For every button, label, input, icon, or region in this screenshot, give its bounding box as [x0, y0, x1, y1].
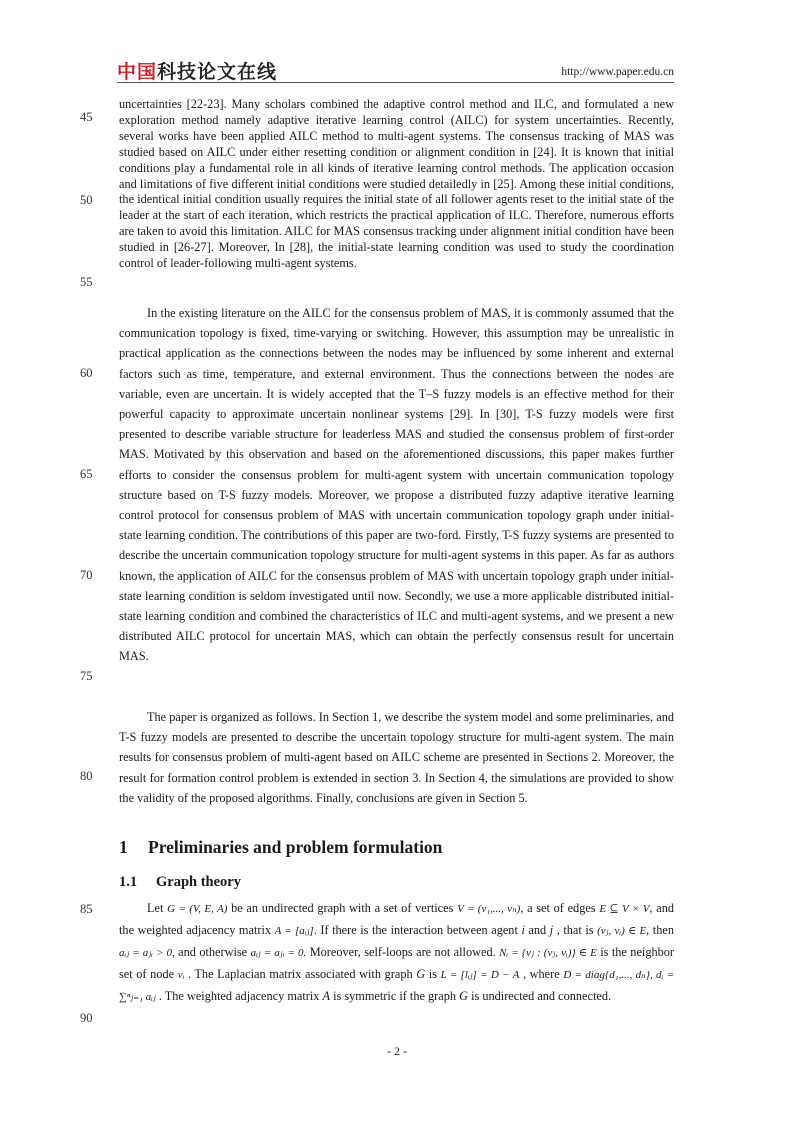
math-node: vᵢ: [177, 969, 185, 981]
text-run: be an undirected graph with a set of vertices: [227, 901, 458, 915]
section-title: Preliminaries and problem formulation: [148, 837, 443, 857]
text-run: , a set of edges: [520, 901, 600, 915]
text-run: , and the weighted adjacency matrix: [119, 901, 675, 937]
math-adjacency-matrix: A = [aᵢⱼ]: [274, 925, 314, 937]
line-number: 45: [80, 110, 93, 124]
text-run: . The weighted adjacency matrix: [155, 989, 323, 1003]
math-weight-zero: aᵢⱼ = aⱼᵢ = 0.: [250, 947, 307, 959]
section-heading: [119, 837, 442, 858]
subsection-title: Graph theory: [156, 874, 241, 890]
text-run: , then: [646, 923, 674, 937]
line-number: 65: [80, 467, 93, 481]
text-run: is the neighbor set of node: [119, 945, 675, 981]
logo-red-text: 中国: [117, 61, 158, 83]
math-agent-i: i: [521, 923, 525, 937]
text-run: and: [524, 923, 550, 937]
section-number: 1: [119, 837, 128, 857]
page-number: - 2 -: [387, 1044, 407, 1058]
math-graph-g: G: [459, 989, 468, 1003]
text-run: Moreover, self-loops are not allowed.: [306, 945, 500, 959]
text-run: is symmetric if the graph: [330, 989, 460, 1003]
paragraph-uncertainties: uncertainties [22-23]. Many scholars combined the adaptive control method and ILC, and formulated a new exploration method namely adaptive iterative learning control (AILC) for system uncertainties. Recently, several works have been applied AILC method to multi-agent systems. The consensus tracking of MAS was studied based on AILC under either resetting condition or alignment condition in [24]. It is known that initial conditions play a fundamental role in all kinds of iterative learning control methods. The application occasion and limitations of five different initial conditions were studied detailedly in [25]. Among these initial conditions, the identical initial condition usually requires the initial state of all follower agents reset to the initial state of the leader at the start of each iteration, which restricts the practical application of ILC. Therefore, numerous efforts are taken to avoid this limitation. AILC for MAS consensus tracking under alignment initial condition have been studied in [26-27]. Moreover, In [28], the initial-state learning condition was used to study the coordination control of leader-following multi-agent systems.: [119, 97, 674, 271]
line-number: 75: [80, 669, 93, 683]
subsection-number: 1.1: [119, 874, 138, 890]
math-matrix-a: A: [322, 989, 331, 1003]
text-run: Let: [147, 901, 168, 915]
line-number: 50: [80, 193, 93, 207]
line-number: 85: [80, 902, 93, 916]
math-vertex-set: V = (v₁,..., vₙ): [457, 903, 521, 915]
math-agent-j: j: [549, 923, 554, 937]
logo-black-text: 科技论文在线: [157, 61, 278, 83]
paragraph-graph-theory: [119, 898, 674, 1008]
text-run: . The Laplacian matrix associated with graph: [184, 967, 417, 981]
line-number: 80: [80, 769, 93, 783]
text-run: , that is: [553, 923, 598, 937]
line-number: 90: [80, 1011, 93, 1025]
math-graph-def: G = (V, E, A): [167, 903, 228, 915]
line-number: 70: [80, 568, 93, 582]
paragraph-organization: The paper is organized as follows. In Section 1, we describe the system model and some preliminaries, and T-S fuzzy models are presented to describe the uncertain topology structure for multi-agent system. The main results for consensus problem of multi-agent based on AILC scheme are presented in Sections 2. Moreover, the result for formation control problem is extended in section 3. In Section 4, the simulations are provided to show the validity of the proposed algorithms. Finally, conclusions are given in Section 5.: [119, 710, 674, 805]
math-edge-pair: (vⱼ, vᵢ) ∈ E: [597, 925, 647, 937]
text-run: . If there is the interaction between agent: [313, 923, 522, 937]
text-run: is undirected and connected.: [468, 989, 612, 1003]
line-number: 60: [80, 366, 93, 380]
text-run: , where: [519, 967, 564, 981]
line-number: 55: [80, 275, 93, 289]
math-degree-matrix: D = diag{d₁,..., dₙ}, dᵢ = ∑ⁿⱼ₌₁ aᵢⱼ: [119, 969, 674, 1003]
text-run: and otherwise: [174, 945, 251, 959]
math-edge-set: E ⊆ V × V: [599, 903, 650, 915]
math-laplacian: L = [lᵢⱼ] = D − A: [440, 969, 520, 981]
math-weight-positive: aᵢⱼ = aⱼᵢ > 0,: [119, 947, 175, 959]
subsection-heading: [119, 874, 241, 891]
header-url[interactable]: http://www.paper.edu.cn: [561, 66, 674, 78]
page-header: [117, 56, 674, 83]
math-graph-g: G: [416, 967, 426, 981]
text-run: is: [425, 967, 441, 981]
journal-logo: [117, 57, 277, 84]
math-neighbor-set: Nᵢ = {vⱼ : (vⱼ, vᵢ)} ∈ E: [499, 947, 597, 959]
paragraph-existing-literature: In the existing literature on the AILC for the consensus problem of MAS, it is commonly assumed that the communication topology is fixed, time-varying or switching. However, this assumption may be unrealistic in practical application as the connections between the nodes may be influenced by some inherent and external factors such as time, temperature, and external environment. Thus the connections between the nodes are variable, even are uncertain. It is widely accepted that the T–S fuzzy models is an effective method for their powerful capacity to approximate uncertain nonlinear systems [29]. In [30], T-S fuzzy models were first presented to describe variable structure for leaderless MAS and studied the consensus problem of first-order MAS. Motivated by this observation and based on the aforementioned discussions, this paper makes further efforts to consider the consensus problem for multi-agent system with uncertain communication topology structure based on T-S fuzzy models. Moreover, we propose a distributed fuzzy adaptive iterative learning control protocol for consensus problem of MAS with uncertain communication topology graph under initial-state learning condition. The contributions of this paper are two-ford. Firstly, T-S fuzzy systems are presented to describe the uncertain communication topology structure for multi-agent systems in this paper. As far as authors known, the application of AILC for the consensus problem of MAS with uncertain topology graph under initial-state learning condition is seldom investigated until now. Secondly, we use a more applicable distributed initial-state learning condition and combined the characteristics of ILC and multi-agent systems, and we present a new distributed AILC protocol for uncertain MAS, which can obtain the perfectly consensus result for uncertain MAS.: [119, 306, 674, 664]
